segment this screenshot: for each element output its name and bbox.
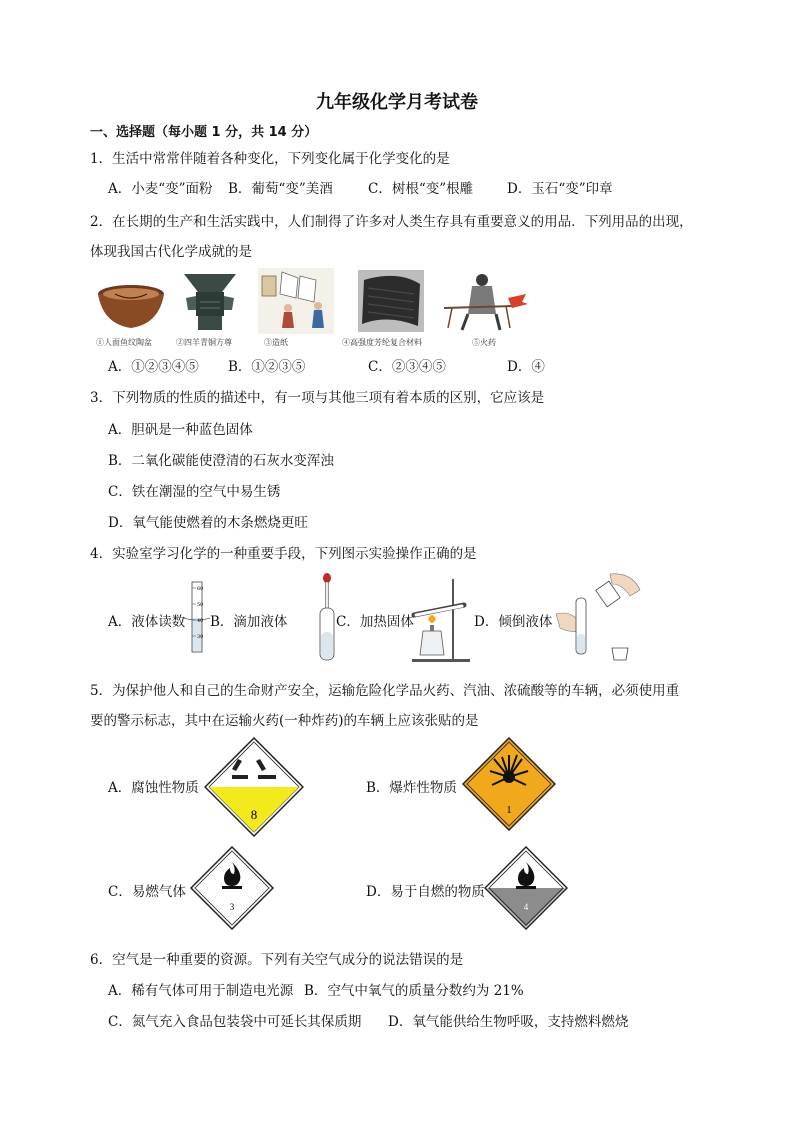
q2-caption-4: ④高强度芳纶复合材料 (342, 338, 422, 347)
flammable-gas-sign (190, 846, 274, 930)
q4-option-d: D．倾倒液体 (474, 614, 553, 630)
q2-caption-3: ③造纸 (264, 338, 288, 347)
q3-option-d: D．氧气能使燃着的木条燃烧更旺 (108, 515, 308, 531)
spontaneous-combustion-sign (484, 846, 568, 930)
corrosive-sign (204, 737, 304, 837)
cylinder-mark-50: 50 (197, 602, 204, 608)
q4-option-b: B．滴加液体 (210, 614, 288, 630)
gunpowder-image (442, 268, 528, 334)
papermaking-image (258, 268, 334, 334)
q2-caption-1: ①人面鱼纹陶盆 (96, 338, 152, 347)
q5-stem-line1: 5．为保护他人和自己的生命财产安全，运输危险化学品火药、汽油、浓硫酸等的车辆，必须使用重 (90, 683, 680, 699)
q2-option-c: C．②③④⑤ (368, 359, 446, 375)
graduated-cylinder-image (184, 580, 210, 654)
pouring-liquid-image (552, 570, 644, 664)
q3-option-a: A．胆矾是一种蓝色固体 (108, 422, 253, 438)
q2-option-b: B．①②③⑤ (228, 359, 306, 375)
heating-apparatus-image (408, 575, 474, 663)
spontaneous-sign-number: 4 (523, 902, 529, 912)
aramid-composite-image (358, 270, 424, 332)
q5-option-c: C．易燃气体 (108, 884, 186, 900)
q6-option-d: D．氧气能供给生物呼吸，支持燃料燃烧 (388, 1014, 629, 1030)
q5-stem-line2: 要的警示标志，其中在运输火药(一种炸药)的车辆上应该张贴的是 (90, 713, 479, 729)
q3-stem: 3．下列物质的性质的描述中，有一项与其他三项有着本质的区别，它应该是 (90, 390, 545, 406)
q6-stem: 6．空气是一种重要的资源。下列有关空气成分的说法错误的是 (90, 952, 464, 968)
explosive-sign (462, 737, 556, 831)
cylinder-mark-60: 60 (197, 586, 204, 592)
q1-option-d: D．玉石“变”印章 (507, 181, 613, 197)
q2-caption-5: ⑤火药 (472, 338, 496, 347)
section-heading: 一、选择题（每小题 1 分，共 14 分） (90, 125, 318, 140)
explosive-sign-number: 1 (506, 804, 512, 816)
q1-option-b: B．葡萄“变”美酒 (228, 181, 333, 197)
q3-option-c: C．铁在潮湿的空气中易生锈 (108, 484, 281, 500)
q1-option-c: C．树根“变”根雕 (368, 181, 474, 197)
q2-stem-line2: 体现我国古代化学成就的是 (90, 244, 252, 260)
cylinder-mark-30: 30 (197, 634, 204, 640)
q2-option-d: D．④ (507, 359, 545, 375)
cylinder-mark-40: 40 (197, 618, 204, 624)
flammable-gas-sign-number: 3 (229, 902, 235, 912)
q1-stem: 1．生活中常常伴随着各种变化，下列变化属于化学变化的是 (90, 151, 450, 167)
q6-option-c: C．氮气充入食品包装袋中可延长其保质期 (108, 1014, 362, 1030)
bronze-zun-image (178, 270, 242, 334)
q5-option-d: D．易于自燃的物质 (366, 884, 485, 900)
q5-option-a: A．腐蚀性物质 (108, 780, 199, 796)
q2-stem-line1: 2．在长期的生产和生活实践中，人们制得了许多对人类生存具有重要意义的用品．下列用品的出现， (90, 214, 693, 230)
q6-option-a: A．稀有气体可用于制造电光源 (108, 983, 294, 999)
q6-option-b: B．空气中氧气的质量分数约为 21% (304, 983, 524, 999)
page-title: 九年级化学月考试卷 (316, 92, 478, 113)
q4-option-c: C．加热固体 (336, 614, 414, 630)
q4-option-a: A．液体读数 (108, 614, 186, 630)
corrosive-sign-number: 8 (250, 807, 258, 822)
q3-option-b: B．二氧化碳能使澄清的石灰水变浑浊 (108, 453, 334, 469)
q4-stem: 4．实验室学习化学的一种重要手段，下列图示实验操作正确的是 (90, 546, 477, 562)
q1-option-a: A．小麦“变”面粉 (108, 181, 213, 197)
q2-caption-2: ②四羊青铜方尊 (176, 338, 232, 347)
q5-option-b: B．爆炸性物质 (366, 780, 457, 796)
pottery-basin-image (95, 272, 167, 334)
q2-option-a: A．①②③④⑤ (108, 359, 199, 375)
